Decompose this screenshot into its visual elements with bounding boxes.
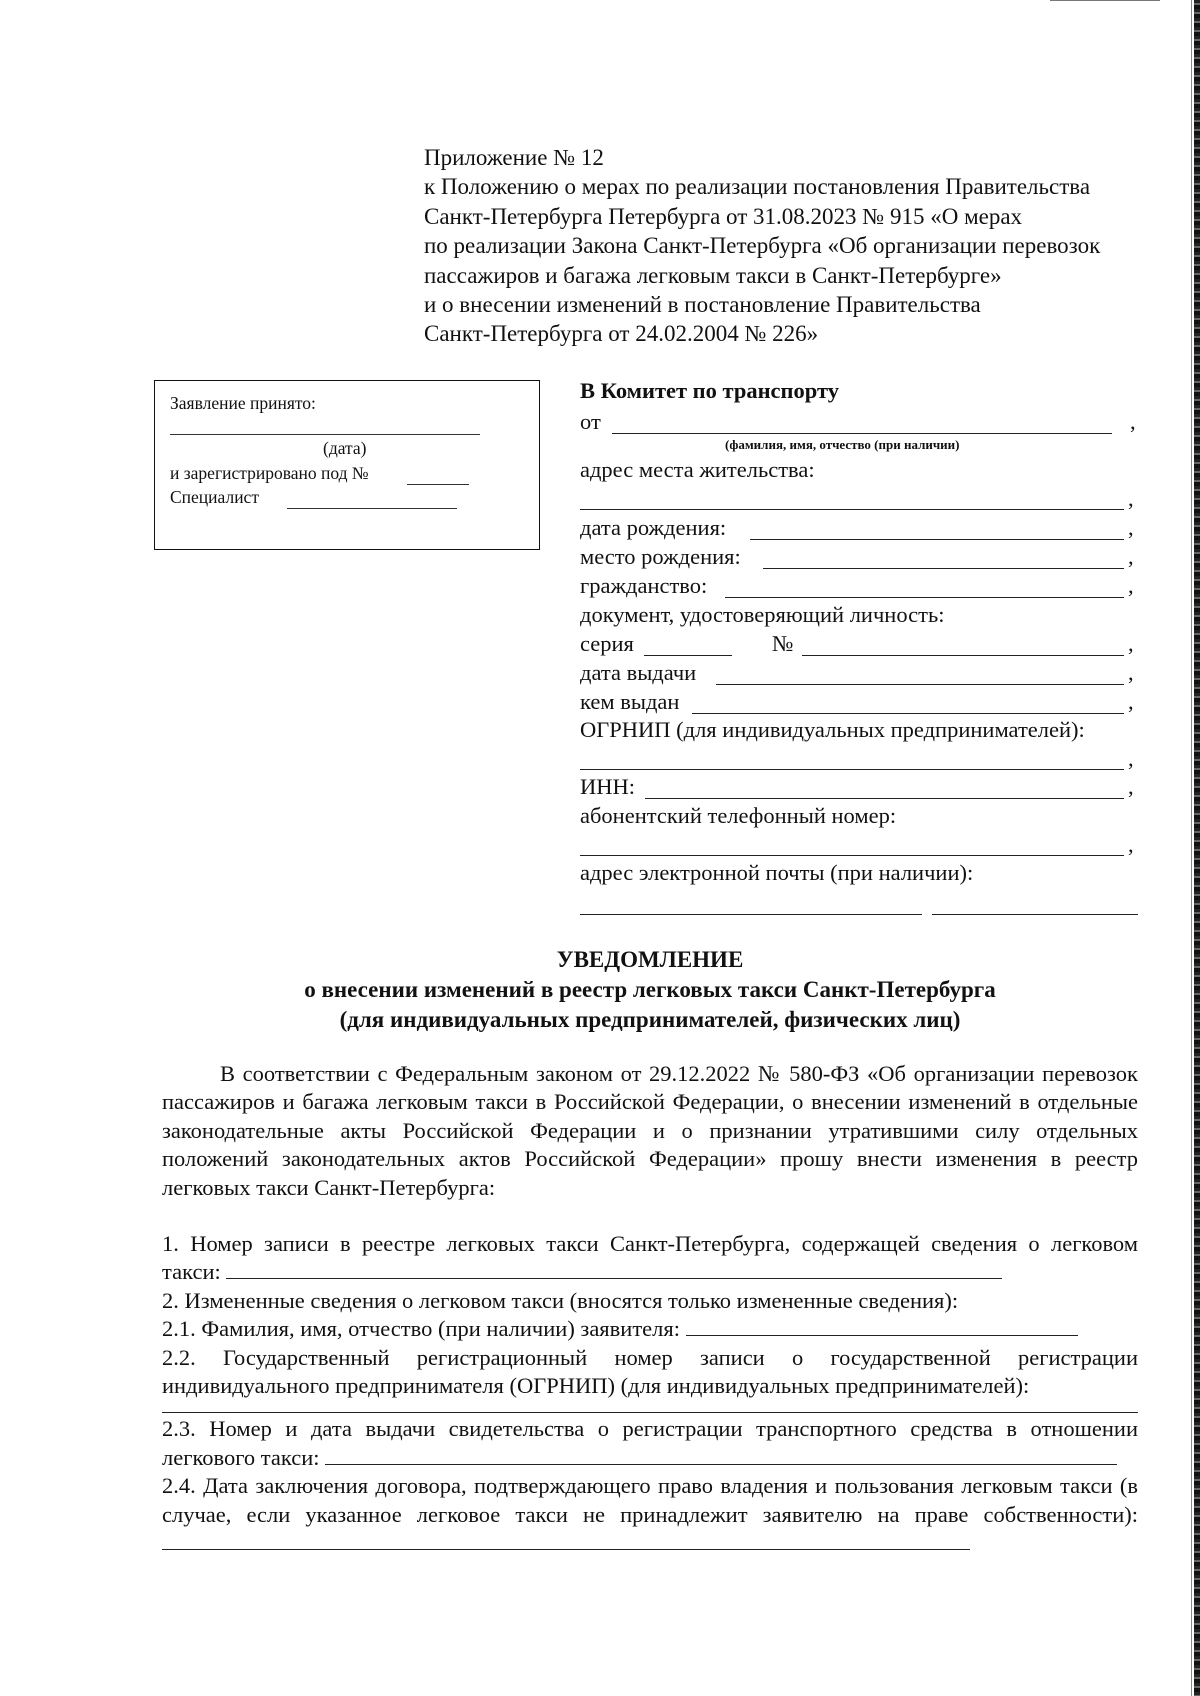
item-2-3 bbox=[162, 1415, 1138, 1472]
comma: , bbox=[1128, 486, 1134, 511]
issued-by-field[interactable] bbox=[692, 713, 1124, 714]
from-label: от bbox=[580, 409, 601, 434]
ogrnip-label: ОГРНИП (для индивидуальных предпринимателей): bbox=[580, 717, 1085, 742]
appendix-line: Приложение № 12 bbox=[424, 145, 604, 170]
birth-place-label: место рождения: bbox=[580, 544, 741, 569]
appendix-line: к Положению о мерах по реализации постановления Правительства bbox=[424, 174, 1091, 200]
birth-place-field[interactable] bbox=[763, 568, 1124, 569]
stamp-specialist-field[interactable] bbox=[287, 508, 457, 509]
item-2-1 bbox=[162, 1315, 1138, 1343]
appendix-header bbox=[424, 143, 1144, 349]
item-2: 2. Измененные сведения о легковом такси (вносятся только измененные сведения): bbox=[162, 1287, 959, 1313]
phone-field[interactable] bbox=[580, 855, 1124, 856]
residence-field[interactable] bbox=[580, 509, 1124, 510]
fio-field[interactable] bbox=[612, 433, 1112, 434]
stamp-date-field[interactable] bbox=[170, 434, 480, 435]
item-1-text: 1. Номер записи в реестре легковых такси Санкт-Петербурга, содержащей сведения о легковом такси: bbox=[162, 1231, 1138, 1285]
id-doc-label: документ, удостоверяющий личность: bbox=[580, 602, 945, 627]
item-2-2: 2.2. Государственный регистрационный номер записи о государственной регистрации индивидуального предпринимателя (ОГРНИП) (для индивидуальных предпринимателей): bbox=[162, 1344, 1138, 1399]
notice-subtitle: о внесении изменений в реестр легковых такси Санкт-Петербурга bbox=[304, 977, 996, 1002]
notice-body bbox=[162, 1060, 1138, 1558]
addressee-title: В Комитет по транспорту bbox=[580, 378, 839, 403]
comma: , bbox=[1128, 573, 1134, 598]
item-2-4-text: 2.4. Дата заключения договора, подтверждающего право владения и пользования легковым такси (в случае, если указанное легковое такси не принадлежит заявителю на праве собственности): bbox=[162, 1473, 1138, 1527]
issue-date-label: дата выдачи bbox=[580, 660, 697, 685]
doc-number-label: № bbox=[772, 631, 794, 656]
doc-number-field[interactable] bbox=[802, 655, 1124, 656]
comma: , bbox=[1130, 409, 1136, 434]
item-1 bbox=[162, 1230, 1138, 1287]
applicant-fio-field[interactable] bbox=[686, 1334, 1078, 1336]
appendix-line: и о внесении изменений в постановление Правительства bbox=[424, 292, 981, 318]
email-field[interactable] bbox=[580, 914, 922, 915]
residence-label: адрес места жительства: bbox=[580, 457, 815, 482]
intro-paragraph: В соответствии с Федеральным законом от 29.12.2022 № 580-ФЗ «Об организации перевозок пассажиров и багажа легковым такси в Российской Федерации, о внесении изменений в отдельные законодательные акты Российской Федерации и о признании утратившими силу отдельных положений законодательных актов Российской Федерации» прошу внести изменения в реестр легковых такси Санкт-Петербурга: bbox=[162, 1061, 1138, 1200]
contract-date-field[interactable] bbox=[162, 1548, 970, 1550]
comma: , bbox=[1128, 746, 1134, 771]
phone-label: абонентский телефонный номер: bbox=[580, 803, 897, 828]
comma: , bbox=[1128, 689, 1134, 714]
series-field[interactable] bbox=[644, 655, 732, 656]
registration-stamp-box bbox=[154, 380, 540, 550]
stamp-registered-label: и зарегистрировано под № bbox=[170, 463, 369, 483]
issue-date-field[interactable] bbox=[716, 684, 1124, 685]
notice-subtitle: (для индивидуальных предпринимателей, физических лиц) bbox=[339, 1007, 961, 1032]
comma: , bbox=[1128, 544, 1134, 569]
appendix-line: пассажиров и багажа легковым такси в Санкт-Петербурге» bbox=[424, 262, 1002, 288]
appendix-line: Санкт-Петербурга от 24.02.2004 № 226» bbox=[424, 321, 819, 347]
comma: , bbox=[1128, 660, 1134, 685]
ogrnip-change-field[interactable] bbox=[162, 1400, 1138, 1413]
notice-title: УВЕДОМЛЕНИЕ bbox=[556, 947, 744, 972]
scan-edge-right bbox=[1194, 0, 1200, 1696]
vehicle-certificate-field[interactable] bbox=[325, 1463, 1117, 1465]
comma: , bbox=[1128, 631, 1134, 656]
registry-entry-number-field[interactable] bbox=[226, 1277, 1002, 1279]
birth-date-label: дата рождения: bbox=[580, 515, 727, 540]
email-label: адрес электронной почты (при наличии): bbox=[580, 860, 974, 885]
series-label: серия bbox=[580, 631, 634, 656]
ogrnip-field[interactable] bbox=[580, 769, 1124, 770]
citizenship-label: гражданство: bbox=[580, 573, 708, 598]
inn-label: ИНН: bbox=[580, 774, 635, 799]
email-field-domain[interactable] bbox=[932, 914, 1138, 915]
inn-field[interactable] bbox=[645, 798, 1124, 799]
stamp-date-caption: (дата) bbox=[323, 438, 367, 458]
appendix-line: по реализации Закона Санкт-Петербурга «Об организации перевозок bbox=[424, 233, 1101, 259]
citizenship-field[interactable] bbox=[725, 597, 1124, 598]
comma: , bbox=[1128, 515, 1134, 540]
stamp-reg-number-field[interactable] bbox=[407, 484, 469, 485]
appendix-line: Санкт-Петербурга Петербурга от 31.08.2023 № 915 «О мерах bbox=[424, 203, 1023, 229]
comma: , bbox=[1128, 774, 1134, 799]
item-2-4 bbox=[162, 1472, 1138, 1557]
scan-edge-top bbox=[1050, 0, 1160, 1]
item-2-3-text: 2.3. Номер и дата выдачи свидетельства о регистрации транспортного средства в отношении легкового такси: bbox=[162, 1416, 1138, 1470]
stamp-accepted-label: Заявление принято: bbox=[170, 393, 316, 413]
comma: , bbox=[1128, 832, 1134, 857]
scan-edge-line bbox=[1191, 0, 1192, 1696]
issued-by-label: кем выдан bbox=[580, 689, 680, 714]
stamp-specialist-label: Специалист bbox=[170, 487, 259, 507]
birth-date-field[interactable] bbox=[750, 539, 1124, 540]
fio-caption: (фамилия, имя, отчество (при наличии) bbox=[725, 437, 960, 452]
item-2-1-text: 2.1. Фамилия, имя, отчество (при наличии) заявителя: bbox=[162, 1316, 680, 1342]
